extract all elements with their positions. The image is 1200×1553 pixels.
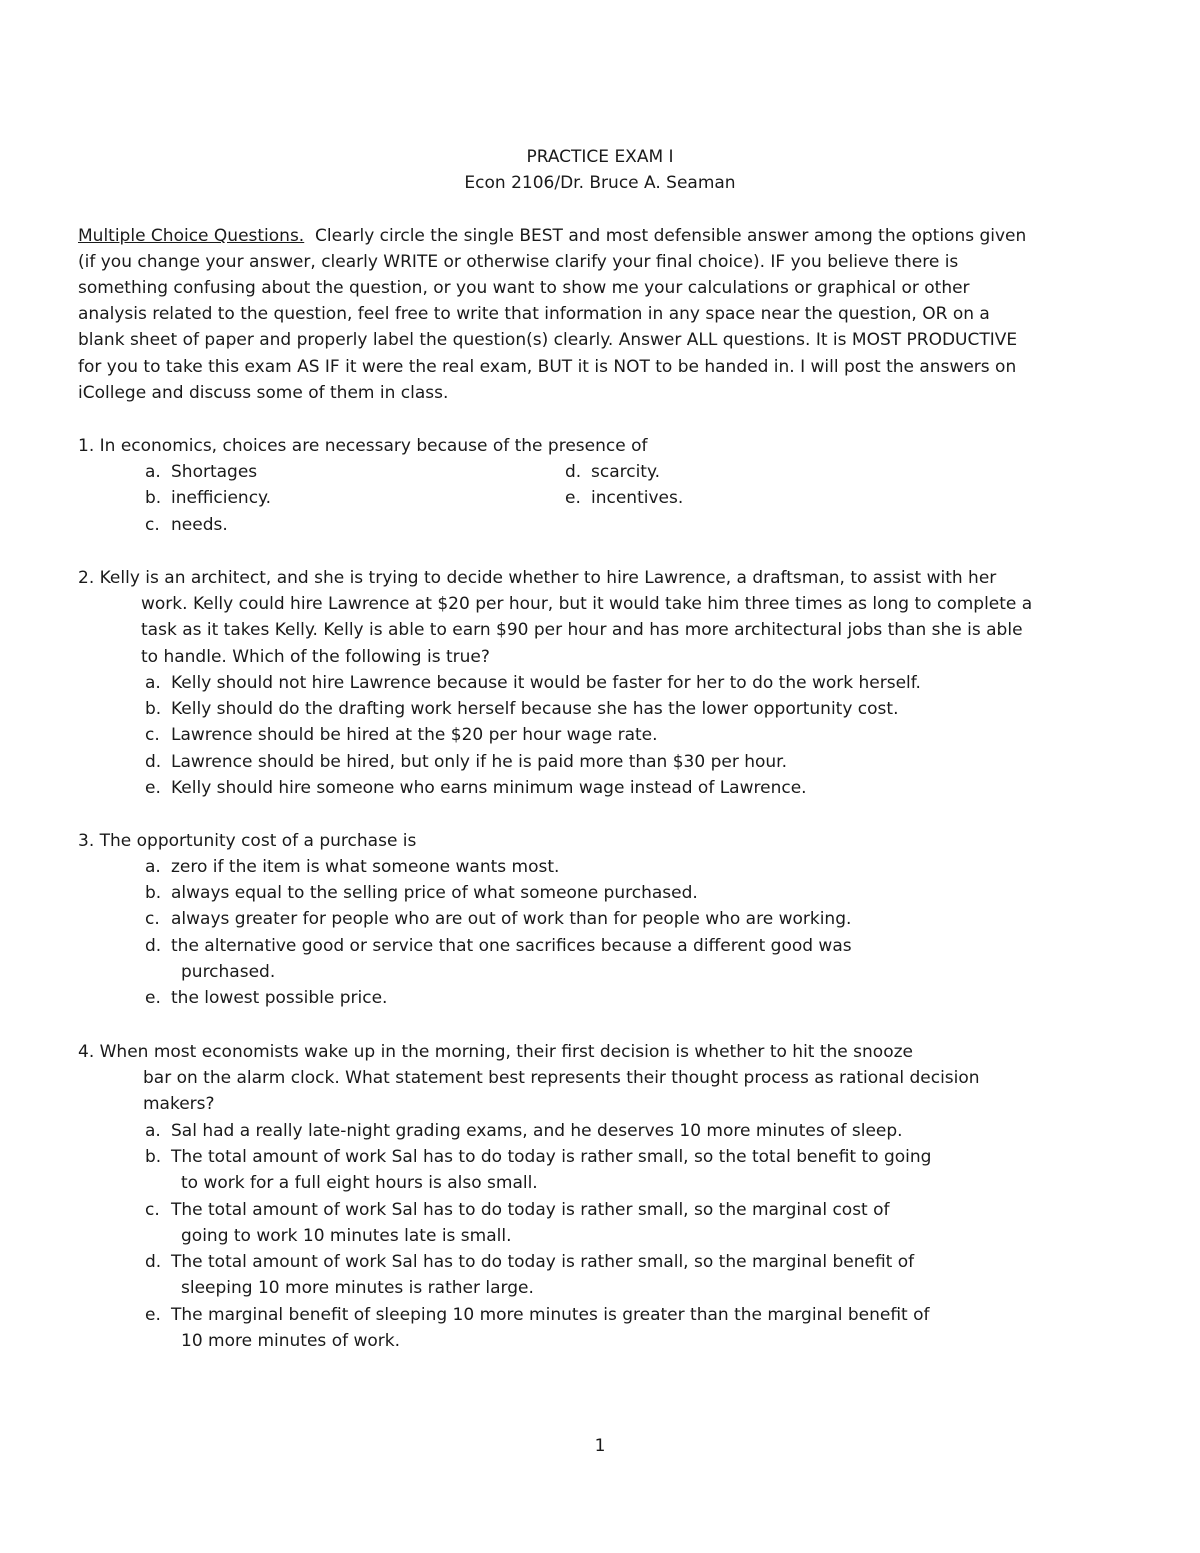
option-marker: a. <box>145 673 161 693</box>
exam-title: PRACTICE EXAM I <box>526 147 674 167</box>
question-stem: makers? <box>143 1094 215 1114</box>
option-marker: b. <box>145 883 162 903</box>
page-number: 1 <box>594 1436 606 1456</box>
option-marker: b. <box>145 699 162 719</box>
option-text: the alternative good or service that one sacrifices because a different good was <box>171 936 852 956</box>
instructions-line-7: iCollege and discuss some of them in class. <box>78 383 449 403</box>
question-stem: to handle. Which of the following is true? <box>141 647 490 667</box>
exam-subtitle: Econ 2106/Dr. Bruce A. Seaman <box>464 173 736 193</box>
option-marker: b. <box>145 1147 162 1167</box>
option-marker: b. <box>145 488 162 508</box>
option-text: Sal had a really late-night grading exams, and he deserves 10 more minutes of sleep. <box>171 1121 903 1141</box>
answer-option <box>145 856 559 878</box>
option-text: the lowest possible price. <box>171 988 388 1008</box>
option-continuation: sleeping 10 more minutes is rather large. <box>181 1278 534 1298</box>
option-continuation: to work for a full eight hours is also small. <box>181 1173 538 1193</box>
option-text: Shortages <box>171 462 258 482</box>
answer-option <box>145 1199 890 1221</box>
option-continuation: 10 more minutes of work. <box>181 1331 401 1351</box>
option-text: The total amount of work Sal has to do today is rather small, so the total benefit to going <box>171 1147 932 1167</box>
option-marker: a. <box>145 857 161 877</box>
answer-option <box>145 935 852 957</box>
option-text: Kelly should do the drafting work herself because she has the lower opportunity cost. <box>171 699 899 719</box>
answer-option <box>145 1304 930 1326</box>
option-text: The total amount of work Sal has to do today is rather small, so the marginal cost of <box>171 1200 890 1220</box>
option-text: incentives. <box>591 488 684 508</box>
option-marker: d. <box>565 462 582 482</box>
question-stem: work. Kelly could hire Lawrence at $20 per hour, but it would take him three times as long to complete a <box>141 594 1033 614</box>
answer-option <box>145 514 228 536</box>
answer-option <box>145 777 807 799</box>
answer-option <box>145 751 787 773</box>
option-marker: a. <box>145 1121 161 1141</box>
option-marker: c. <box>145 725 160 745</box>
answer-option <box>145 724 658 746</box>
instructions-line-6: for you to take this exam AS IF it were the real exam, BUT it is NOT to be handed in. I will post the answers on <box>78 357 1017 377</box>
option-marker: c. <box>145 515 160 535</box>
option-marker: e. <box>145 778 161 798</box>
question-stem: 3. The opportunity cost of a purchase is <box>78 831 417 851</box>
question-stem: 1. In economics, choices are necessary because of the presence of <box>78 436 648 456</box>
option-marker: e. <box>565 488 581 508</box>
answer-option <box>145 987 387 1009</box>
option-text: Kelly should hire someone who earns minimum wage instead of Lawrence. <box>171 778 807 798</box>
option-marker: e. <box>145 1305 161 1325</box>
instructions-line-1 <box>78 225 1026 247</box>
answer-option <box>145 882 698 904</box>
instructions-line-3: something confusing about the question, or you want to show me your calculations or graphical or other <box>78 278 970 298</box>
answer-option <box>145 461 257 483</box>
option-marker: c. <box>145 1200 160 1220</box>
question-stem: task as it takes Kelly. Kelly is able to earn $90 per hour and has more architectural jobs than she is able <box>141 620 1023 640</box>
option-text: scarcity. <box>591 462 661 482</box>
instructions-line-2: (if you change your answer, clearly WRITE or otherwise clarify your final choice). IF you believe there is <box>78 252 959 272</box>
answer-option <box>145 1120 903 1142</box>
option-text: The total amount of work Sal has to do today is rather small, so the marginal benefit of <box>171 1252 915 1272</box>
option-text: The marginal benefit of sleeping 10 more minutes is greater than the marginal benefit of <box>171 1305 930 1325</box>
option-text: Lawrence should be hired, but only if he is paid more than $30 per hour. <box>171 752 788 772</box>
answer-option <box>145 487 271 509</box>
instructions-line-4: analysis related to the question, feel free to write that information in any space near the question, OR on a <box>78 304 990 324</box>
option-text: always equal to the selling price of what someone purchased. <box>171 883 698 903</box>
answer-option <box>145 698 898 720</box>
answer-option <box>145 672 921 694</box>
answer-option <box>565 487 683 509</box>
option-marker: d. <box>145 1252 162 1272</box>
option-marker: d. <box>145 752 162 772</box>
option-marker: a. <box>145 462 161 482</box>
instructions-heading: Multiple Choice Questions. <box>78 226 305 246</box>
option-text: zero if the item is what someone wants most. <box>171 857 560 877</box>
answer-option <box>145 908 851 930</box>
option-marker: c. <box>145 909 160 929</box>
question-stem: 2. Kelly is an architect, and she is trying to decide whether to hire Lawrence, a draftsman, to assist with her <box>78 568 997 588</box>
instructions-line-5: blank sheet of paper and properly label the question(s) clearly. Answer ALL questions. It is MOST PRODUCTIVE <box>78 330 1018 350</box>
question-stem: 4. When most economists wake up in the morning, their first decision is whether to hit the snooze <box>78 1042 913 1062</box>
option-text: always greater for people who are out of work than for people who are working. <box>171 909 852 929</box>
instructions-text: Clearly circle the single BEST and most defensible answer among the options given <box>315 226 1027 246</box>
option-text: needs. <box>171 515 228 535</box>
answer-option <box>145 1146 931 1168</box>
option-continuation: purchased. <box>181 962 276 982</box>
answer-option <box>145 1251 914 1273</box>
option-text: Kelly should not hire Lawrence because it would be faster for her to do the work herself. <box>171 673 921 693</box>
option-marker: d. <box>145 936 162 956</box>
option-marker: e. <box>145 988 161 1008</box>
answer-option <box>565 461 660 483</box>
option-text: Lawrence should be hired at the $20 per hour wage rate. <box>171 725 658 745</box>
option-continuation: going to work 10 minutes late is small. <box>181 1226 512 1246</box>
question-stem: bar on the alarm clock. What statement best represents their thought process as rational decision <box>143 1068 980 1088</box>
option-text: inefficiency. <box>171 488 272 508</box>
